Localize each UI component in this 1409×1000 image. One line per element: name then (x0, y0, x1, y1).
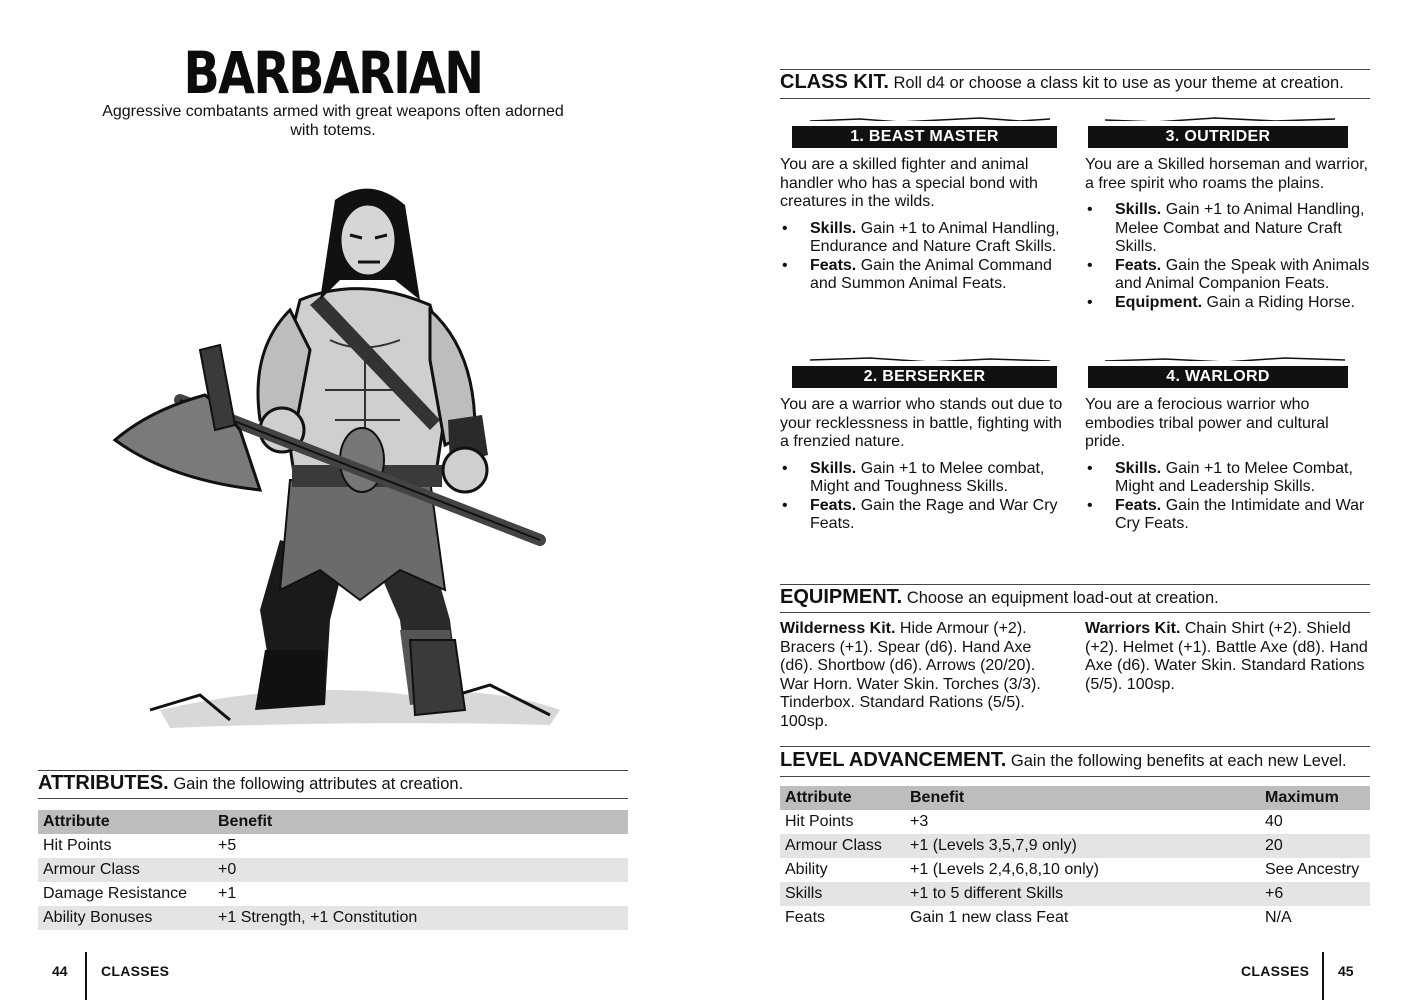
table-cell: Ability (785, 861, 828, 878)
table-cell: +5 (218, 837, 237, 854)
kit-benefits-list (780, 220, 1065, 294)
column-header: Attribute (38, 810, 213, 834)
table-row (780, 834, 1370, 858)
list-item: • Skills. Gain +1 to Melee Combat, Might and Leadership Skills. (1085, 460, 1370, 497)
page-number: 44 (52, 963, 68, 979)
table-cell: +3 (910, 813, 929, 830)
kit-benefits-list (1085, 201, 1370, 312)
kit-benefits-list (780, 460, 1065, 534)
table-cell: Gain 1 new class Feat (910, 909, 1069, 926)
table-cell: +1 Strength, +1 Constitution (213, 906, 628, 930)
table-row (38, 882, 628, 906)
table-cell: 20 (1260, 834, 1370, 858)
banner-grunge (1085, 117, 1370, 121)
column-header: Attribute (780, 786, 905, 810)
table-cell: +1 (Levels 2,4,6,8,10 only) (910, 861, 1100, 878)
kit-description: You are a skilled fighter and animal handler who has a special bond with creatures in the wilds. (780, 156, 1038, 210)
table-cell: +1 (Levels 3,5,7,9 only) (905, 834, 1260, 858)
page-number: 45 (1338, 963, 1354, 979)
table-cell: 40 (1265, 813, 1283, 830)
list-item: • Skills. Gain +1 to Animal Handling, Endurance and Nature Craft Skills. (780, 220, 1065, 257)
table-row (38, 858, 628, 882)
kit-description: You are a Skilled horseman and warrior, a free spirit who roams the plains. (1085, 156, 1369, 192)
kit-outrider (1085, 108, 1370, 312)
table-cell: +6 (1260, 882, 1370, 906)
table-row (780, 882, 1370, 906)
kit-beast-master (780, 108, 1065, 294)
kit-banner: 1. BEAST MASTER (792, 126, 1057, 148)
table-row (780, 906, 1370, 930)
column-header: Benefit (905, 786, 1260, 810)
page-title: BARBARIAN (183, 39, 483, 107)
list-item: • Feats. Gain the Speak with Animals and Animal Companion Feats. (1085, 257, 1370, 294)
table-cell: Armour Class (38, 858, 213, 882)
table-cell: +0 (213, 858, 628, 882)
kit-banner: 2. BERSERKER (792, 366, 1057, 388)
equipment-wilderness-kit: Wilderness Kit. Hide Armour (+2). Bracers (+1). Spear (d6). Hand Axe (d6). Shortbow (d6). Arrows (20/20). War Horn. Water Skin. Torches (3/3). Tinderbox. Standard Rations (5/5). 100sp. (780, 620, 1041, 730)
equipment-heading: EQUIPMENT. Choose an equipment load-out at creation. (780, 586, 1219, 608)
table-cell: Skills (780, 882, 905, 906)
kit-description: You are a warrior who stands out due to your recklessness in battle, fighting with a frenzied nature. (780, 396, 1063, 450)
class-subtitle: Aggressive combatants armed with great weapons often adorned with totems. (102, 103, 564, 139)
column-header: Benefit (213, 810, 628, 834)
footer-label: CLASSES (101, 963, 170, 979)
equipment-warriors-kit: Warriors Kit. Chain Shirt (+2). Shield (+2). Helmet (+1). Battle Axe (d8). Hand Axe (d6). Water Skin. Standard Rations (5/5). 100sp. (1085, 620, 1368, 693)
level-advancement-table (780, 786, 1370, 930)
table-cell: Damage Resistance (43, 885, 188, 902)
kit-berserker (780, 348, 1065, 534)
table-header-row (38, 810, 628, 834)
column-header: Maximum (1260, 786, 1370, 810)
banner-grunge (780, 357, 1065, 361)
list-item: • Feats. Gain the Rage and War Cry Feats. (780, 497, 1065, 534)
banner-grunge (780, 117, 1065, 121)
table-cell: See Ancestry (1265, 861, 1360, 878)
table-cell: Hit Points (785, 813, 854, 830)
footer-label: CLASSES (1241, 963, 1310, 979)
table-cell: +1 to 5 different Skills (905, 882, 1260, 906)
list-item: • Feats. Gain the Intimidate and War Cry Feats. (1085, 497, 1370, 534)
table-row (38, 834, 628, 858)
level-advancement-heading: LEVEL ADVANCEMENT. Gain the following benefits at each new Level. (780, 749, 1347, 771)
class-kit-heading: CLASS KIT. Roll d4 or choose a class kit to use as your theme at creation. (780, 71, 1344, 93)
list-item: • Equipment. Gain a Riding Horse. (1085, 294, 1370, 313)
table-cell: Feats (785, 909, 826, 926)
kit-warlord (1085, 348, 1370, 534)
list-item: • Skills. Gain +1 to Animal Handling, Melee Combat and Nature Craft Skills. (1085, 201, 1370, 257)
kit-banner: 3. OUTRIDER (1088, 126, 1348, 148)
attributes-table (38, 810, 628, 930)
list-item: • Skills. Gain +1 to Melee combat, Might and Toughness Skills. (780, 460, 1065, 497)
list-item: • Feats. Gain the Animal Command and Summon Animal Feats. (780, 257, 1065, 294)
table-header-row (780, 786, 1370, 810)
table-row (780, 810, 1370, 834)
table-cell: Armour Class (780, 834, 905, 858)
table-cell: Ability Bonuses (38, 906, 213, 930)
barbarian-illustration (110, 180, 580, 760)
table-cell: Hit Points (43, 837, 112, 854)
kit-description: You are a ferocious warrior who embodies tribal power and cultural pride. (1085, 396, 1329, 450)
table-row (780, 858, 1370, 882)
banner-grunge (1085, 357, 1370, 361)
footer-divider (85, 952, 87, 1000)
table-cell: +1 (218, 885, 237, 902)
kit-banner: 4. WARLORD (1088, 366, 1348, 388)
table-row (38, 906, 628, 930)
kit-benefits-list (1085, 460, 1370, 534)
footer-divider (1322, 952, 1324, 1000)
attributes-heading: ATTRIBUTES. Gain the following attributes at creation. (38, 772, 464, 794)
table-cell: N/A (1265, 909, 1292, 926)
